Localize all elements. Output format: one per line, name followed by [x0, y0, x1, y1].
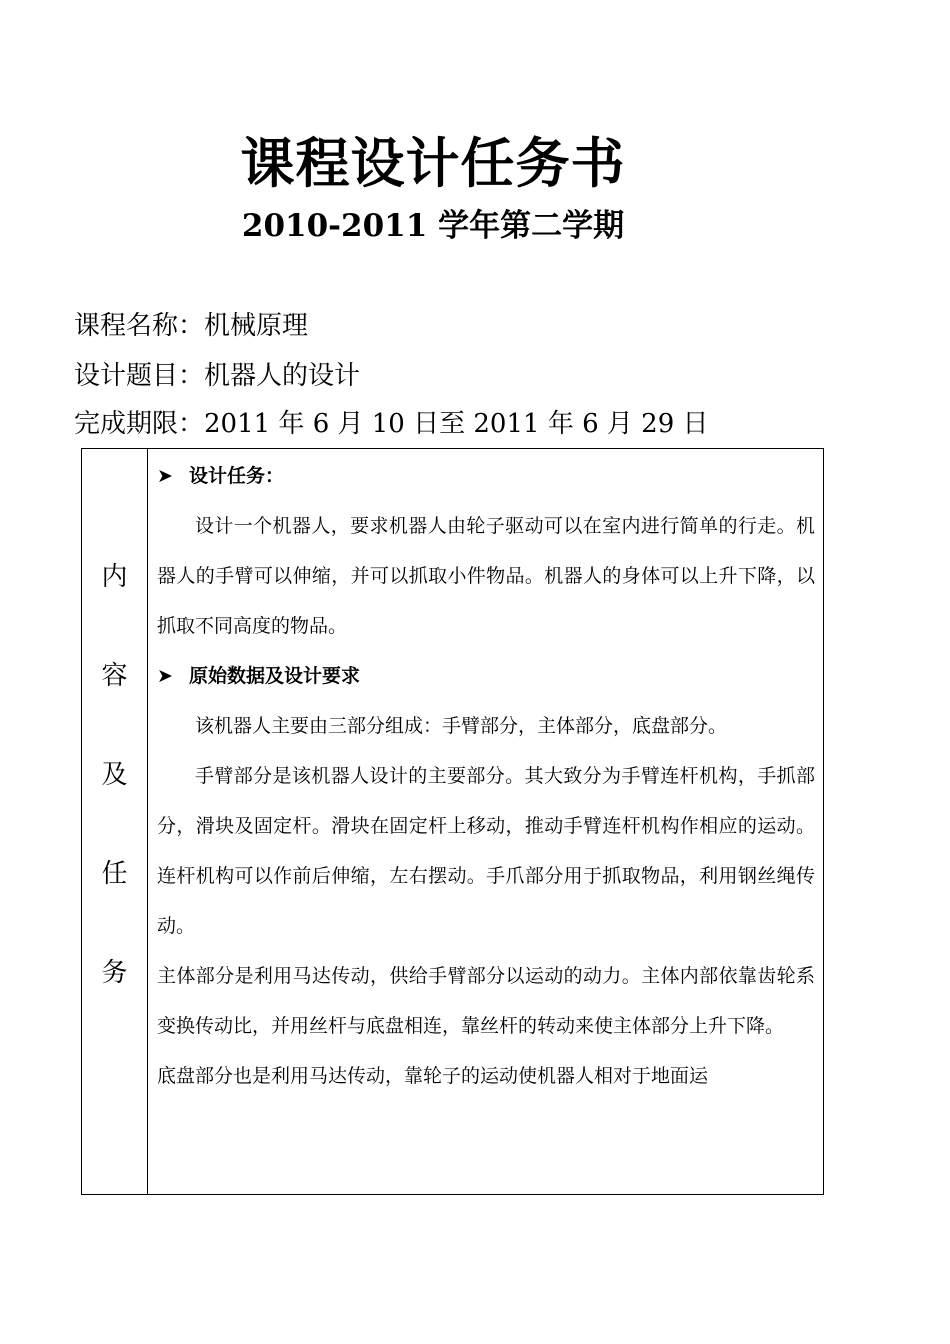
side-label-char: 容: [101, 661, 128, 691]
document-subtitle: 2010-2011 学年第二学期: [241, 208, 625, 244]
task-table: [81, 448, 824, 1195]
document-title: 课程设计任务书: [240, 132, 626, 195]
section-heading: [157, 451, 815, 501]
section-heading: [157, 651, 815, 701]
content-column: [148, 449, 823, 1194]
paragraph: 设计一个机器人，要求机器人由轮子驱动可以在室内进行简单的行走。机器人的手臂可以伸缩，并可以抓取小件物品。机器人的身体可以上升下降，以抓取不同高度的物品。: [157, 515, 815, 637]
paragraph: 主体部分是利用马达传动，供给手臂部分以运动的动力。主体内部依靠齿轮系变换传动比，并用丝杆与底盘相连，靠丝杆的转动来使主体部分上升下降。: [157, 965, 815, 1037]
side-label-char: 内: [101, 562, 128, 592]
section-heading-text: 设计任务：: [189, 465, 285, 487]
arrowhead-bullet-icon: ➤: [157, 465, 173, 487]
side-label-char: 务: [101, 958, 128, 988]
side-label-column: [82, 449, 148, 1194]
design-topic-line: 设计题目：机器人的设计: [74, 361, 361, 391]
paragraph: 底盘部分也是利用马达传动，靠轮子的运动使机器人相对于地面运: [157, 1065, 709, 1087]
side-label-char: 及: [101, 760, 128, 790]
side-label-char: 任: [101, 859, 128, 889]
course-name-line: 课程名称：机械原理: [74, 311, 309, 341]
section-heading-text: 原始数据及设计要求: [189, 665, 361, 687]
deadline-line: 完成期限：2011 年 6 月 10 日至 2011 年 6 月 29 日: [74, 409, 709, 439]
paragraph: 该机器人主要由三部分组成：手臂部分，主体部分，底盘部分。: [195, 715, 728, 737]
paragraph: 手臂部分是该机器人设计的主要部分。其大致分为手臂连杆机构，手抓部分，滑块及固定杆。滑块在固定杆上移动，推动手臂连杆机构作相应的运动。连杆机构可以作前后伸缩，左右摆动。手爪部分用于抓取物品，利用钢丝绳传动。: [157, 765, 815, 937]
arrowhead-bullet-icon: ➤: [157, 665, 173, 687]
